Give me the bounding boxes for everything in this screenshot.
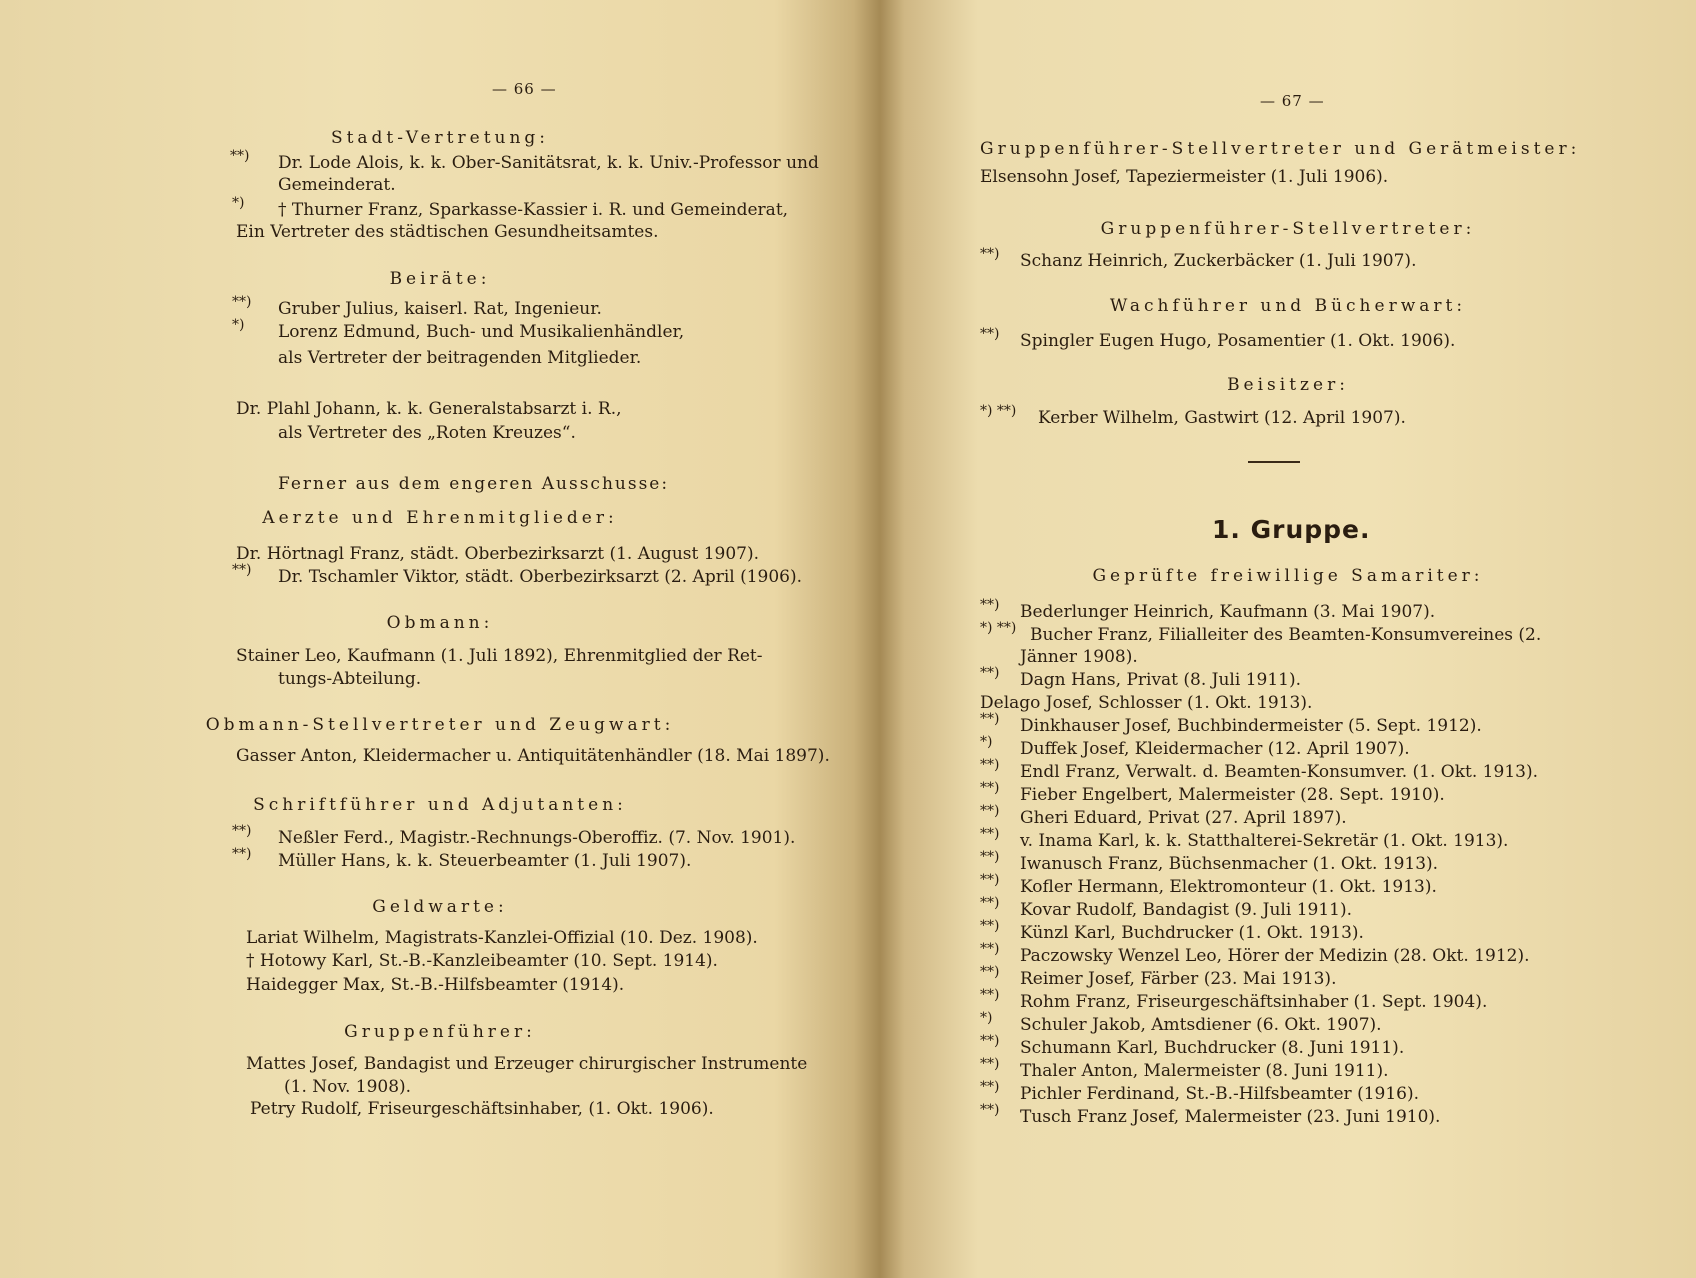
entry-line: (1. Nov. 1908). — [284, 1077, 412, 1097]
entry-line: Neßler Ferd., Magistr.-Rechnungs-Oberoffiz. (7. Nov. 1901). — [278, 828, 796, 848]
list-item: Iwanusch Franz, Büchsenmacher (1. Okt. 1913). — [1020, 854, 1439, 874]
entry-line: Spingler Eugen Hugo, Posamentier (1. Okt. 1906). — [1020, 331, 1456, 351]
footnote-mark: **) — [232, 846, 252, 862]
footnote-mark: **) — [980, 711, 1000, 727]
footnote-mark: *) — [232, 195, 245, 211]
section-heading: Geprüfte freiwillige Samariter: — [1092, 566, 1484, 586]
list-item: Dinkhauser Josef, Buchbindermeister (5. Sept. 1912). — [1020, 716, 1482, 736]
footnote-mark: **) — [980, 849, 1000, 865]
list-item: Künzl Karl, Buchdrucker (1. Okt. 1913). — [1020, 923, 1364, 943]
list-item: Rohm Franz, Friseurgeschäftsinhaber (1. Sept. 1904). — [1020, 992, 1488, 1012]
list-item: Endl Franz, Verwalt. d. Beamten-Konsumver. (1. Okt. 1913). — [1020, 762, 1538, 782]
list-item: Delago Josef, Schlosser (1. Okt. 1913). — [980, 693, 1313, 713]
footnote-mark: **) — [232, 562, 252, 578]
footnote-mark: **) — [980, 757, 1000, 773]
list-item: Thaler Anton, Malermeister (8. Juni 1911). — [1020, 1061, 1389, 1081]
footnote-mark: **) — [980, 1079, 1000, 1095]
footnote-mark: **) — [980, 872, 1000, 888]
list-item: Pichler Ferdinand, St.-B.-Hilfsbeamter (1916). — [1020, 1084, 1420, 1104]
section-heading: Aerzte und Ehrenmitglieder: — [262, 508, 618, 528]
entry-line: als Vertreter der beitragenden Mitglieder. — [278, 348, 642, 368]
entry-line: Dr. Hörtnagl Franz, städt. Oberbezirksarzt (1. August 1907). — [236, 544, 760, 564]
footnote-mark: **) — [980, 941, 1000, 957]
list-item: Bucher Franz, Filialleiter des Beamten-Konsumvereines (2. — [1030, 625, 1542, 645]
entry-line: Lariat Wilhelm, Magistrats-Kanzlei-Offizial (10. Dez. 1908). — [246, 928, 758, 948]
footnote-mark: **) — [980, 826, 1000, 842]
list-item: Dagn Hans, Privat (8. Juli 1911). — [1020, 670, 1302, 690]
section-heading: Obmann-Stellvertreter und Zeugwart: — [205, 715, 675, 735]
footnote-mark: **) — [980, 895, 1000, 911]
section-heading: Beiräte: — [389, 269, 491, 289]
group-title: 1. Gruppe. — [1212, 515, 1371, 544]
entry-line: Ein Vertreter des städtischen Gesundheitsamtes. — [236, 222, 659, 242]
entry-line: Stainer Leo, Kaufmann (1. Juli 1892), Ehrenmitglied der Ret- — [236, 646, 763, 666]
footnote-mark: *) — [980, 1010, 993, 1026]
entry-line: Haidegger Max, St.-B.-Hilfsbeamter (1914). — [246, 975, 625, 995]
entry-line: Lorenz Edmund, Buch- und Musikalienhändler, — [278, 322, 685, 342]
entry-line: Müller Hans, k. k. Steuerbeamter (1. Juli 1907). — [278, 851, 692, 871]
entry-line: Dr. Lode Alois, k. k. Ober-Sanitätsrat, k. k. Univ.-Professor und — [278, 153, 819, 173]
footnote-mark: **) — [980, 964, 1000, 980]
entry-line: Gemeinderat. — [278, 175, 396, 195]
footnote-mark: **) — [980, 326, 1000, 342]
entry-line: Petry Rudolf, Friseurgeschäftsinhaber, (1. Okt. 1906). — [250, 1099, 714, 1119]
footnote-mark: **) — [980, 1033, 1000, 1049]
entry-line: als Vertreter des „Roten Kreuzes“. — [278, 423, 576, 443]
entry-line: † Hotowy Karl, St.-B.-Kanzleibeamter (10. Sept. 1914). — [246, 951, 718, 971]
entry-line: Dr. Tschamler Viktor, städt. Oberbezirksarzt (2. April (1906). — [278, 567, 803, 587]
footnote-mark: **) — [980, 665, 1000, 681]
section-heading: Wachführer und Bücherwart: — [1109, 296, 1467, 316]
footnote-mark: **) — [980, 780, 1000, 796]
footnote-mark: **) — [230, 148, 250, 164]
section-heading: Schriftführer und Adjutanten: — [253, 795, 627, 815]
footnote-mark: *) — [232, 317, 245, 333]
entry-line: Dr. Plahl Johann, k. k. Generalstabsarzt i. R., — [236, 399, 622, 419]
list-item: Tusch Franz Josef, Malermeister (23. Juni 1910). — [1020, 1107, 1441, 1127]
list-item: Schuler Jakob, Amtsdiener (6. Okt. 1907). — [1020, 1015, 1382, 1035]
entry-line: Gasser Anton, Kleidermacher u. Antiquitätenhändler (18. Mai 1897). — [236, 746, 830, 766]
footnote-mark: **) — [980, 987, 1000, 1003]
right-page — [880, 0, 1696, 1278]
list-item: Kovar Rudolf, Bandagist (9. Juli 1911). — [1020, 900, 1353, 920]
footnote-mark: **) — [980, 246, 1000, 262]
footnote-mark: *) — [980, 734, 993, 750]
list-item: Duffek Josef, Kleidermacher (12. April 1907). — [1020, 739, 1410, 759]
section-note: Ferner aus dem engeren Ausschusse: — [278, 474, 670, 494]
entry-line: Schanz Heinrich, Zuckerbäcker (1. Juli 1907). — [1020, 251, 1417, 271]
list-item: Paczowsky Wenzel Leo, Hörer der Medizin (28. Okt. 1912). — [1020, 946, 1530, 966]
section-heading: Obmann: — [386, 613, 494, 633]
footnote-mark: *) **) — [980, 620, 1017, 636]
entry-line: Mattes Josef, Bandagist und Erzeuger chirurgischer Instrumente — [246, 1054, 808, 1074]
list-item: Bederlunger Heinrich, Kaufmann (3. Mai 1907). — [1020, 602, 1436, 622]
footnote-mark: **) — [980, 1056, 1000, 1072]
section-heading: Gruppenführer-Stellvertreter: — [1100, 219, 1476, 239]
list-item: v. Inama Karl, k. k. Statthalterei-Sekretär (1. Okt. 1913). — [1020, 831, 1509, 851]
footnote-mark: **) — [980, 1102, 1000, 1118]
entry-line: Gruber Julius, kaiserl. Rat, Ingenieur. — [278, 299, 602, 319]
footnote-mark: *) **) — [980, 403, 1017, 419]
list-item: Fieber Engelbert, Malermeister (28. Sept. 1910). — [1020, 785, 1445, 805]
list-item: Jänner 1908). — [1020, 647, 1138, 667]
section-heading: Beisitzer: — [1227, 375, 1349, 395]
footnote-mark: **) — [980, 597, 1000, 613]
section-heading: Stadt-Vertretung: — [330, 128, 550, 148]
footnote-mark: **) — [232, 823, 252, 839]
footnote-mark: **) — [980, 918, 1000, 934]
footnote-mark: **) — [980, 803, 1000, 819]
section-heading: Geldwarte: — [372, 897, 508, 917]
page-number: — 66 — — [492, 80, 557, 98]
list-item: Schumann Karl, Buchdrucker (8. Juni 1911). — [1020, 1038, 1405, 1058]
separator-rule — [1248, 461, 1300, 463]
footnote-mark: **) — [232, 294, 252, 310]
page-number: — 67 — — [1260, 92, 1325, 110]
list-item: Gheri Eduard, Privat (27. April 1897). — [1020, 808, 1347, 828]
section-heading: Gruppenführer-Stellvertreter und Gerätmeister: — [980, 139, 1581, 159]
entry-line: Kerber Wilhelm, Gastwirt (12. April 1907). — [1038, 408, 1406, 428]
list-item: Kofler Hermann, Elektromonteur (1. Okt. 1913). — [1020, 877, 1437, 897]
entry-line: † Thurner Franz, Sparkasse-Kassier i. R. und Gemeinderat, — [278, 200, 789, 220]
list-item: Reimer Josef, Färber (23. Mai 1913). — [1020, 969, 1337, 989]
entry-line: Elsensohn Josef, Tapeziermeister (1. Juli 1906). — [980, 167, 1389, 187]
section-heading: Gruppenführer: — [344, 1022, 536, 1042]
entry-line: tungs-Abteilung. — [278, 669, 422, 689]
